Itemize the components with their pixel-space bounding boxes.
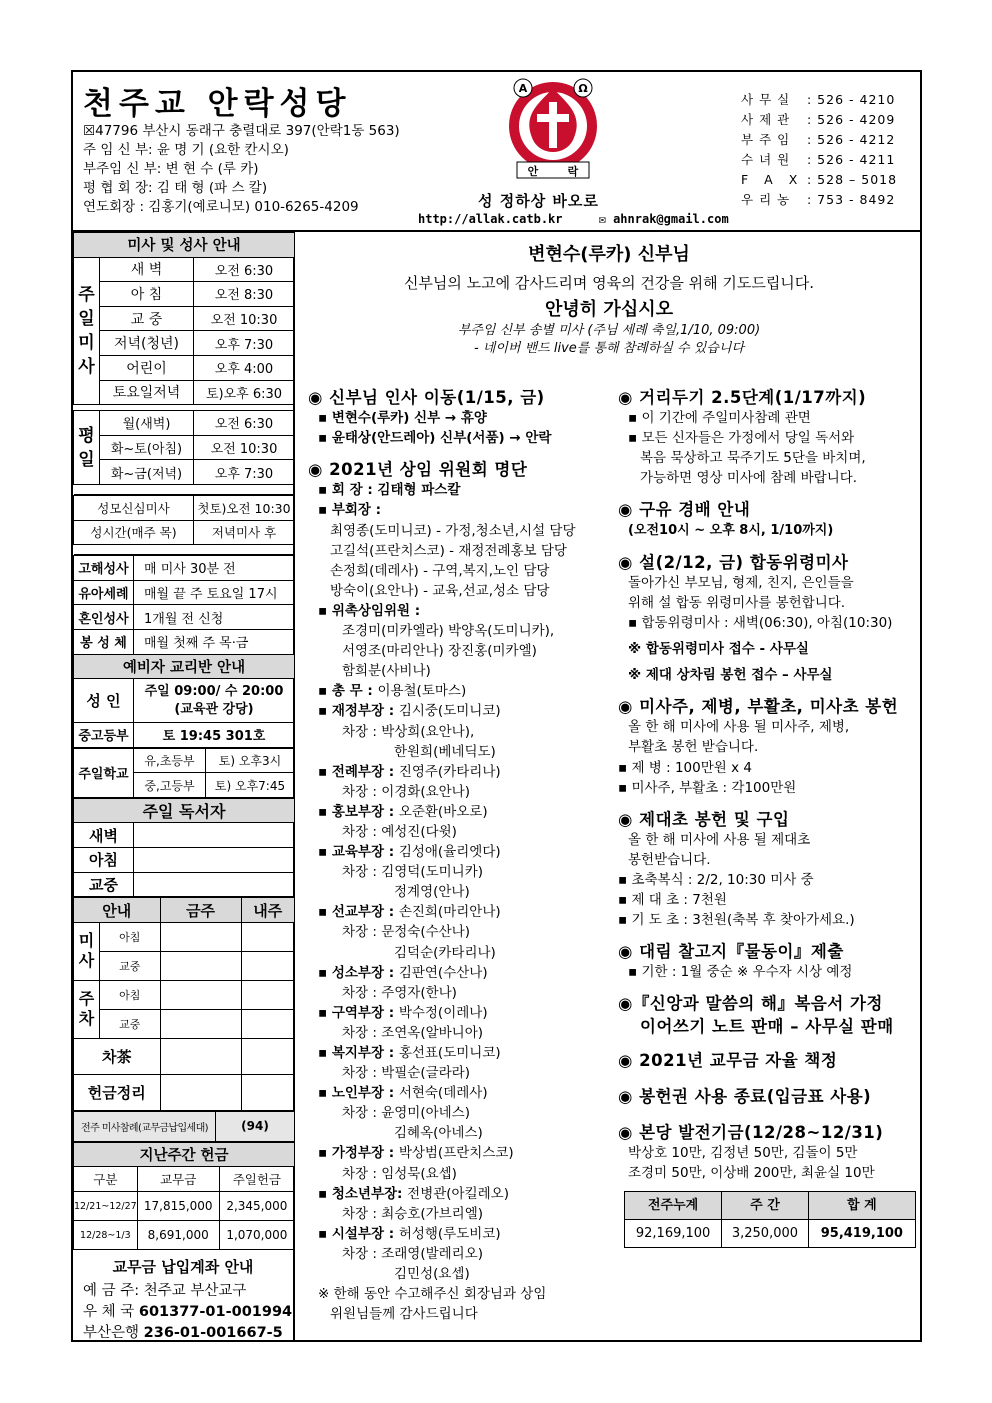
notice-detail: 부주임 신부 송별 미사 (주님 세례 축일,1/10, 09:00) [457,323,761,338]
sunday-school-name: 주일학교 [74,748,134,797]
sunday-school-table [73,748,295,798]
donation-row: 조경미 50만, 이상배 200만, 최윤실 10만 [628,1165,875,1181]
role-row: ▪ 전례부장 : 진영주(카타리나) [318,763,501,780]
list-item: 올 한 해 미사에 사용 될 미사주, 제병, [628,719,850,736]
list-item: ▪ 기 도 초 : 3천원(축복 후 찾아가세요.) [618,912,855,929]
totals-head: 합 계 [808,1192,915,1220]
thanks-note: 위원님들께 감사드립니다 [330,1306,478,1323]
attendance-label: 전주 미사참례(교무금납입세대) [74,1111,216,1141]
svg-text:Ω: Ω [578,82,588,95]
reader-name[interactable] [134,823,295,848]
guide-sub: 아침 [100,922,161,951]
announcements-column [618,382,918,1248]
mass-time: 오후 7:30 [194,460,295,485]
mass-time: 오후 4:00 [194,355,295,380]
bulletin-page [71,70,922,1342]
contact-links [418,212,729,226]
attendance-table [73,1111,295,1142]
reader-slot: 아침 [74,848,134,873]
sacrament-table [73,555,295,748]
list-item: 조경미(미카엘라) 박양옥(도미니카), [342,623,555,640]
guide-head: 금주 [160,898,241,923]
last-week-offering-title: 지난주간 헌금 [74,1142,295,1167]
offering-table [73,1142,295,1250]
section-title: ◉ 2021년 상임 위원회 명단 [308,460,528,480]
section-title: 이어쓰기 노트 판매 – 사무실 판매 [640,1016,894,1036]
vice-row: 한원희(베네딕도) [394,743,496,760]
reader-slot: 새벽 [74,823,134,848]
vice-row: 차장 : 이경화(요안나) [342,783,470,800]
vice-row: 정계영(안나) [394,884,470,901]
vice-row: 김혜옥(아네스) [394,1125,483,1142]
offer-sunday: 1,070,000 [219,1221,294,1250]
notice-line: 신부님의 노고에 감사드리며 영육의 건강을 위해 기도드립니다. [403,274,815,292]
notice-farewell: 안녕히 가십시오 [545,299,673,320]
vice-row: 김덕순(카타리나) [394,944,496,961]
list-item: ▪ 위촉상임위원 : [318,602,421,619]
adult-class-name: 성 인 [74,679,134,723]
list-item: 함희분(사비나) [342,663,431,680]
list-item: 봉헌받습니다. [628,851,711,868]
fund-totals-table [624,1191,916,1248]
parish-logo-icon [503,76,603,184]
email-link[interactable]: ✉ ahnrak@gmail.com [598,212,729,226]
section-title: ◉ 신부님 인사 이동(1/15, 금) [308,388,545,407]
middle-high-time: 토 19:45 301호 [134,723,295,748]
section-title: ◉ 거리두기 2.5단계(1/17까지) [618,388,867,407]
patron-saint: 성 정하상 바오로 [478,192,599,210]
assistant-pastor: 부주임 신 부: 변 현 수 (루 카) [83,161,259,177]
list-item: ▪ 초축복식 : 2/2, 10:30 미사 중 [618,871,814,888]
role-row: ▪ 성소부장 : 김판연(수산나) [318,964,488,981]
totals-head: 주 간 [722,1192,809,1220]
middle-high-name: 중고등부 [74,723,134,748]
vice-row: 차장 : 김영덕(도미니카) [342,864,484,881]
section-title: ◉ 구유 경배 안내 [618,500,751,520]
list-item: 최영종(도미니코) - 가정,청소년,시설 담당 [330,522,576,539]
svg-text:안: 안 [527,165,539,178]
school-grade: 중,고등부 [134,773,206,798]
list-item: 서영조(마리안나) 장진홍(미카엘) [342,643,537,660]
list-item: ▪ 부회장 : [318,502,382,519]
note: ※ 합동위령미사 접수 - 사무실 [628,641,809,658]
mass-name: 새 벽 [100,257,194,282]
mass-schedule-title: 미사 및 성사 안내 [74,233,295,258]
devotion-time: 첫토)오전 10:30 [194,495,295,520]
mass-time: 오전 6:30 [194,257,295,282]
readers-title: 주일 독서자 [74,798,295,823]
website-link[interactable]: http://allak.catb.kr [418,212,563,226]
mass-time: 오전 10:30 [194,306,295,331]
sacrament-name: 고해성사 [74,556,134,581]
guide-sub: 아침 [100,980,161,1009]
bulletin-header [73,72,920,232]
guide-sub: 교중 [100,951,161,980]
list-item: ▪ 제 대 초 : 7천원 [618,892,727,909]
vice-row: 차장 : 문정숙(수산나) [342,924,470,941]
mass-time: 오전 10:30 [194,435,295,460]
svg-text:A: A [518,82,528,95]
guide-head: 안내 [74,898,161,923]
school-time: 토) 오후7:45 [206,773,295,798]
mass-schedule-table [73,232,295,495]
mass-name: 월(새벽) [100,411,194,436]
devotion-name: 성모신심미사 [74,495,194,520]
school-time: 토) 오후3시 [206,748,295,773]
vice-row: 차장 : 조래영(발레리오) [342,1245,484,1262]
list-item: 돌아가신 부모님, 형제, 친지, 은인들을 [628,574,854,591]
adult-class-time: 주일 09:00/ 수 20:00 (교육관 강당) [134,679,295,723]
phone-row: 부주임 : 526 - 4212 [741,132,896,147]
notice-title: 변현수(루카) 신부님 [528,244,690,265]
sacrament-name: 유아세례 [74,580,134,605]
offer-head: 교무금 [137,1167,219,1192]
vice-row: 김민성(요셉) [394,1266,470,1283]
offer-period: 12/28~1/3 [74,1221,138,1250]
account-row: 예 금 주: 천주교 부산교구 [83,1283,247,1300]
section-title: ◉『신앙과 말씀의 해』복음서 가정 [618,994,883,1014]
totals-head: 전주누계 [625,1192,722,1220]
reader-name[interactable] [134,848,295,873]
vice-row: 차장 : 주영자(한나) [342,984,457,1001]
committee-column [308,382,608,1324]
role-row: ▪ 총 무 : 이용철(토마스) [318,683,467,700]
note: ※ 제대 상차림 봉헌 접수 – 사무실 [628,667,833,684]
role-row: ▪ 선교부장 : 손진희(마리안나) [318,904,501,921]
mass-name: 저녁(청년) [100,331,194,356]
mass-name: 아 침 [100,282,194,307]
account-title: 교무금 납입계좌 안내 [112,1258,254,1277]
role-row: ▪ 홍보부장 : 오준환(바오로) [318,803,488,820]
offer-head: 주일헌금 [219,1167,294,1192]
vice-row: 차장 : 조연옥(알바니아) [342,1024,484,1041]
role-row: ▪ 노인부장 : 서현숙(데레사) [318,1085,488,1102]
vice-row: 차장 : 임성묵(요셉) [342,1165,457,1182]
vice-row: 차장 : 박필순(글라라) [342,1065,470,1082]
mass-time: 오전 8:30 [194,282,295,307]
phone-row: F A X : 528 – 5018 [741,172,898,187]
section-title: ◉ 미사주, 제병, 부활초, 미사초 봉헌 [618,697,899,717]
role-row: ▪ 재정부장 : 김시중(도미니코) [318,703,501,720]
devotion-name: 성시간(매주 목) [74,520,194,545]
totals-weekly: 3,250,000 [722,1220,809,1248]
guide-serve-label: 주 차 [74,980,100,1038]
list-item: 부활초 봉헌 받습니다. [628,739,759,756]
offer-dues: 17,815,000 [137,1192,219,1221]
offer-period: 12/21~12/27 [74,1192,138,1221]
sacrament-name: 봉 성 체 [74,629,134,654]
svg-text:락: 락 [567,165,579,178]
mass-time: 오전 6:30 [194,411,295,436]
mass-time: 오후 7:30 [194,331,295,356]
role-row: ▪ 구역부장 : 박수정(이레나) [318,1004,488,1021]
vice-row: 차장 : 예성진(다윗) [342,823,457,840]
sacrament-name: 혼인성사 [74,605,134,630]
list-item: 손정희(데레사) - 구역,복지,노인 담당 [330,562,550,579]
list-item: ▪ 변현수(루카) 신부 → 휴양 [318,410,487,427]
mass-name: 화~금(저녁) [100,460,194,485]
phone-row: 사무실 : 526 - 4210 [741,92,896,107]
list-item: ▪ 회 장 : 김태형 파스칼 [318,482,461,499]
school-grade: 유,초등부 [134,748,206,773]
role-row: ▪ 가정부장 : 박상범(프란치스코) [318,1145,514,1162]
section-title: ◉ 대림 찰고지『물동이』제출 [618,942,844,962]
sacrament-value: 매월 첫째 주 목·금 [134,629,295,654]
church-info [83,122,400,217]
attendance-value: (94) [216,1111,295,1141]
vice-row: 차장 : 박상희(요안나), [342,723,475,740]
mass-time: 토)오후 6:30 [194,380,295,405]
list-item: 올 한 해 미사에 사용 될 제대초 [628,831,811,848]
sunday-mass-label: 주 일 미 사 [74,257,100,405]
section-title: ◉ 본당 발전기금(12/28~12/31) [618,1122,884,1142]
guide-table [73,897,295,1111]
reader-slot: 교중 [74,872,134,897]
list-item: ▪ 제 병 : 100만원 x 4 [618,759,752,776]
address: ☒47796 부산시 동래구 충렬대로 397(안락1동 563) [83,123,400,139]
mass-name: 토요일저녁 [100,380,194,405]
guide-mass-label: 미 사 [74,922,100,980]
guide-sub: 교중 [100,1009,161,1038]
section-title: ◉ 봉헌권 사용 종료(입금표 사용) [618,1086,872,1106]
totals-cumulative: 92,169,100 [625,1220,722,1248]
list-item: ▪ 합동위령미사 : 새벽(06:30), 아침(10:30) [628,614,893,631]
offer-head: 구분 [74,1167,138,1192]
offer-dues: 8,691,000 [137,1221,219,1250]
list-item: 고길석(프란치스코) - 재정전례홍보 담당 [330,542,567,559]
account-row: 우 체 국 601377-01-001994 [83,1304,293,1321]
devotion-table [73,495,295,555]
pastor: 주 임 신 부: 윤 명 기 (요한 칸시오) [83,142,289,158]
notice-detail: - 네이버 밴드 live를 통해 참례하실 수 있습니다 [473,341,745,356]
mass-name: 교 중 [100,306,194,331]
guide-head: 내주 [241,898,294,923]
elder: 연도회장 : 김홍기(예로니모) 010-6265-4209 [83,199,359,215]
list-item: 복음 묵상하고 묵주기도 5단을 바치며, [640,450,866,467]
section-title: ◉ 설(2/12, 금) 합동위령미사 [618,552,849,572]
thanks-note: ※ 한해 동안 수고해주신 회장님과 상임 [318,1286,547,1303]
council-head: 평 협 회 장: 김 태 형 (파 스 칼) [83,180,268,196]
section-title: ◉ 제대초 봉헌 및 구입 [618,809,790,829]
reader-name[interactable] [134,872,295,897]
list-item: ▪ 이 기간에 주일미사참례 관면 [628,410,811,427]
list-item: ▪ 미사주, 부활초 : 각100만원 [618,779,797,796]
list-item: 방숙이(요안나) - 교육,선교,성소 담당 [330,582,550,599]
offering-arrange-label: 헌금정리 [74,1074,161,1110]
list-item: (오전10시 ~ 오후 8시, 1/10까지) [628,522,834,538]
sacrament-value: 1개월 전 신청 [134,605,295,630]
donation-row: 박상호 10만, 김정년 50만, 김돌이 5만 [628,1144,858,1161]
offer-sunday: 2,345,000 [219,1192,294,1221]
mass-name: 어린이 [100,355,194,380]
list-item: ▪ 기한 : 1월 중순 ※ 우수자 시상 예정 [628,964,853,981]
account-row: 부산은행 236-01-001667-5 [83,1325,283,1342]
tea-label: 차茶 [74,1038,161,1074]
list-item: 위해 설 합동 위령미사를 봉헌합니다. [628,594,846,611]
catechism-title: 예비자 교리반 안내 [74,654,295,679]
sacrament-value: 매월 끝 주 토요일 17시 [134,580,295,605]
mass-name: 화~토(아침) [100,435,194,460]
role-row: ▪ 시설부장 : 허성행(루도비코) [318,1225,501,1242]
weekday-mass-label: 평 일 [74,411,100,485]
devotion-time: 저녁미사 후 [194,520,295,545]
vice-row: 차장 : 윤영미(아네스) [342,1105,470,1122]
vice-row: 차장 : 최승호(가브리엘) [342,1205,484,1222]
role-row: ▪ 복지부장 : 홍선표(도미니코) [318,1045,501,1061]
farewell-notice [298,240,920,357]
phone-row: 수녀원 : 526 - 4211 [741,152,896,167]
account-list [73,1281,293,1344]
list-item: ▪ 모든 신자들은 가정에서 당일 독서와 [628,430,855,447]
phone-row: 사제관 : 526 - 4209 [741,112,896,127]
totals-sum: 95,419,100 [808,1220,915,1248]
readers-table [73,798,295,897]
church-name: 천주교 안락성당 [83,86,352,122]
sacrament-value: 매 미사 30분 전 [134,556,295,581]
section-title: ◉ 2021년 교무금 자율 책정 [618,1050,838,1070]
role-row: ▪ 교육부장 : 김성애(율리엣다) [318,844,501,861]
role-row: ▪ 청소년부장: 전병관(아킬레오) [318,1185,509,1202]
phone-list [741,90,897,210]
left-schedule-column [73,232,295,1342]
phone-row: 우리농 : 753 - 8492 [741,192,896,207]
list-item: 가능하면 영상 미사에 참례 바랍니다. [640,470,858,487]
list-item: ▪ 윤태상(안드레아) 신부(서품) → 안락 [318,430,552,447]
